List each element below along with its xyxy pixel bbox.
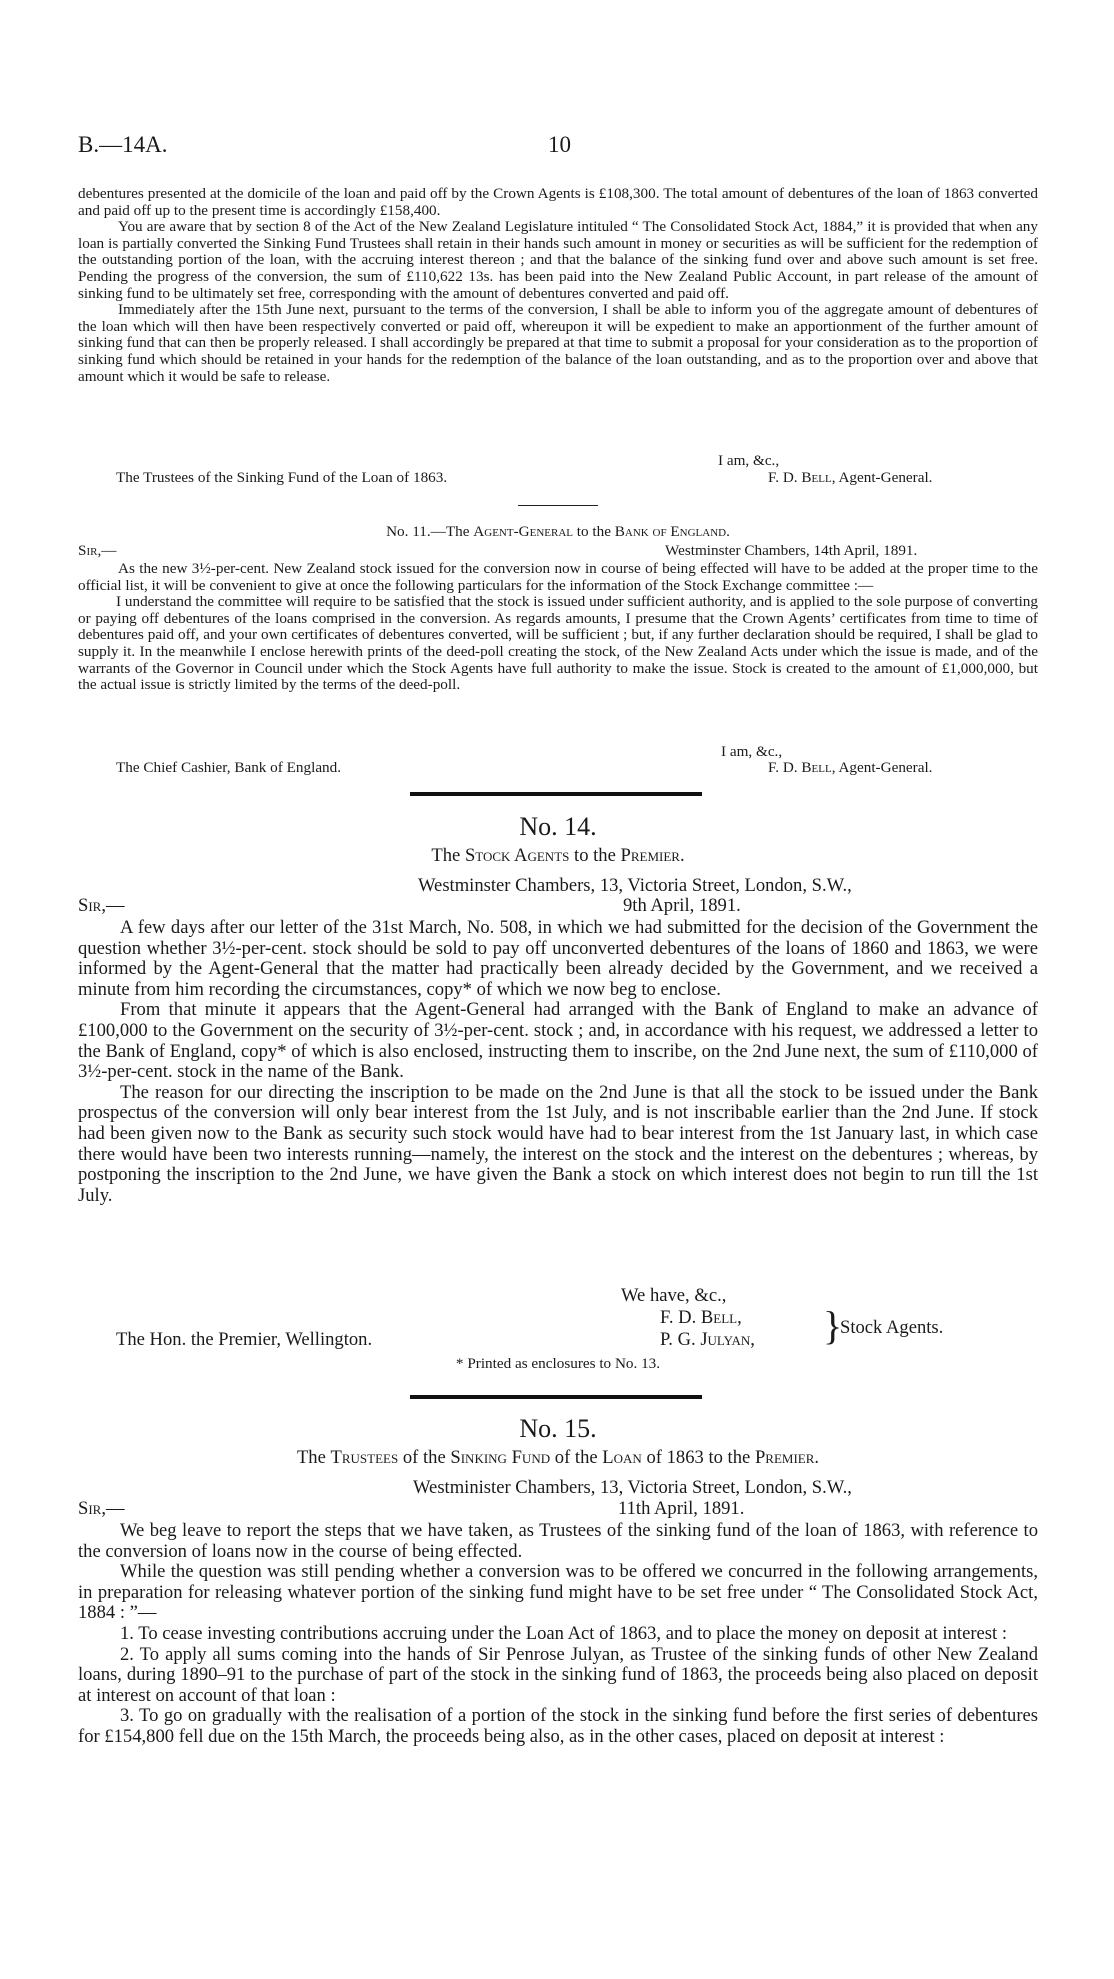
letter-address: Westminster Chambers, 13, Victoria Street, London, S.W., <box>418 875 852 896</box>
document-code: B.—14A. <box>78 132 168 157</box>
brace: } <box>823 1303 843 1348</box>
addressee: The Hon. the Premier, Wellington. <box>116 1329 373 1350</box>
section-subtitle: The Stock Agents to the Premier. <box>431 845 685 866</box>
letter-address: Westminister Chambers, 13, Victoria Street, London, S.W., <box>413 1477 852 1498</box>
letter-title: No. 11.—The Agent-General to the Bank of England. <box>386 523 730 540</box>
paragraph: 3. To go on gradually with the realisation of a portion of the stock in the sinking fund before the first series of debentures for £154,800 fell due on the 15th March, the proceeds being also, as in the other cases, placed on deposit at interest : <box>78 1705 1038 1747</box>
paragraph: The reason for our directing the inscription to be made on the 2nd June is that all the stock to be issued under the Bank prospectus of the conversion will only bear interest from the 1st July, and is not inscribable earlier than the 2nd June. If stock had been given now to the Bank as security such stock would have had to bear interest from the 1st January last, in which case there would have been two interests running—namely, the interest on the stock and the interest on the debentures ; whereas, by postponing the inscription to the 2nd June, we have given the Bank a stock on which interest does not begin to run till the 1st July. <box>78 1081 1038 1206</box>
letter-body <box>78 1521 1038 1748</box>
letter-body <box>78 918 1038 1206</box>
signature-name: Bell <box>801 759 832 776</box>
paragraph: While the question was still pending whether a conversion was to be offered we concurred in the following arrangements, in preparation for releasing whatever portion of the sinking fund might have to be set free under “ The Consolidated Stock Act, 1884 : ”— <box>78 1561 1038 1624</box>
letter-address: Westminster Chambers, 14th April, 1891. <box>665 542 918 559</box>
section-subtitle: The Trustees of the Sinking Fund of the Loan of 1863 to the Premier. <box>296 1447 820 1468</box>
paragraph: A few days after our letter of the 31st March, No. 508, in which we had submitted for the decision of the Government the question whether 3½-per-cent. stock should be sold to pay off unconverted debentures of the loans of 1860 and 1863, we were informed by the Agent-General that the matter had practically been already decided by the Government, and we received a minute from him recording the circumstances, copy* of which we now beg to enclose. <box>78 917 1038 1000</box>
paragraph: 1. To cease investing contributions accruing under the Loan Act of 1863, and to place the money on deposit at interest : <box>120 1622 1008 1644</box>
section-number: No. 14. <box>519 812 597 841</box>
closing: I am, &c., <box>718 452 780 469</box>
addressee: The Chief Cashier, Bank of England. <box>116 759 342 776</box>
page-header <box>78 132 1038 162</box>
closing: We have, &c., <box>621 1285 727 1306</box>
paragraph: debentures presented at the domicile of the loan and paid off by the Crown Agents is £108,300. The total amount of debentures of the loan of 1863 converted and paid off up to the present time is accordingly £158,400. <box>78 185 1038 219</box>
signature-group: Stock Agents. <box>840 1317 944 1338</box>
paragraph: You are aware that by section 8 of the Act of the New Zealand Legislature intituled “ The Consolidated Stock Act, 1884,” it is provided that when any loan is partially converted the Sinking Fund Trustees shall retain in their hands such amount in money or securities as will be sufficient for the redemption of the outstanding portion of the loan, with the accruing interest thereon ; and that the balance of the sinking fund over and above such amount is set free. Pending the progress of the conversion, the sum of £110,622 13s. has been paid into the New Zealand Public Account, in part release of the amount of sinking fund to be ultimately set free, corresponding with the amount of debentures converted and paid off. <box>78 218 1038 302</box>
section-number: No. 15. <box>519 1414 597 1443</box>
addressee: The Trustees of the Sinking Fund of the Loan of 1863. <box>116 469 448 486</box>
salutation: Sir,— <box>78 542 117 559</box>
letter-date: 9th April, 1891. <box>623 895 741 916</box>
letter-date: 11th April, 1891. <box>618 1498 745 1519</box>
signature-name: Bell <box>801 469 832 486</box>
paragraph: 2. To apply all sums coming into the hands of Sir Penrose Julyan, as Trustee of the sinking funds of other New Zealand loans, during 1890–91 to the purchase of part of the stock in the sinking fund of 1863, the proceeds being also placed on deposit at interest on account of that loan : <box>78 1643 1038 1706</box>
paragraph: From that minute it appears that the Agent-General had arranged with the Bank of England to make an advance of £100,000 to the Government on the security of 3½-per-cent. stock ; and, in accordance with his request, we addressed a letter to the Bank of England, copy* of which is also enclosed, instructing them to inscribe, on the 2nd June next, the sum of £110,000 of 3½-per-cent. stock in the name of the Bank. <box>78 999 1038 1083</box>
page-number: 10 <box>548 132 571 157</box>
section-divider <box>410 792 702 796</box>
salutation: Sir,— <box>78 1498 125 1519</box>
signature-2: P. G. Julyan, <box>660 1329 755 1350</box>
paragraph: I understand the committee will require to be satisfied that the stock is issued under sufficient authority, and is applied to the sole purpose of converting or paying off debentures of the loans comprised in the conversion. As regards amounts, I presume that the Crown Agents’ certificates from time to time of debentures paid off, and your own certificates of debentures converted, will be sufficient ; but, if any further declaration should be required, I shall be glad to supply it. In the meanwhile I enclose herewith prints of the deed-poll creating the stock, of the New Zealand Acts under which the issue is made, and of the warrants of the Governor in Council under which the Stock Agents have full authority to make the issue. Stock is created to the amount of £1,000,000, but the actual issue is strictly limited by the terms of the deed-poll. <box>78 593 1038 694</box>
salutation: Sir,— <box>78 895 125 916</box>
divider <box>518 505 598 506</box>
paragraph: As the new 3½-per-cent. New Zealand stock issued for the conversion now in course of being effected will have to be added at the proper time to the official list, it will be convenient to give at once the following particulars for the information of the Stock Exchange committee :— <box>78 560 1038 594</box>
paragraph: Immediately after the 15th June next, pursuant to the terms of the conversion, I shall be able to inform you of the aggregate amount of debentures of the loan which will then have been respectively converted or paid off, whereupon it will be expedient to make an apportionment of the further amount of sinking fund that can then be properly released. I shall accordingly be prepared at that time to submit a proposal for your consideration as to the proportion of sinking fund which should be retained in your hands for the redemption of the balance of the loan outstanding, and as to the proportion over and above that amount which it would be safe to release. <box>78 301 1038 385</box>
letter-body <box>78 561 1038 694</box>
closing: I am, &c., <box>721 743 783 760</box>
signature-1: F. D. Bell, <box>660 1307 742 1328</box>
footnote: * Printed as enclosures to No. 13. <box>455 1355 661 1372</box>
signature: F. D. Bell, Agent-General. <box>768 759 933 776</box>
letter-continuation <box>78 186 1038 385</box>
signature: F. D. Bell, Agent-General. <box>768 469 933 486</box>
paragraph: We beg leave to report the steps that we have taken, as Trustees of the sinking fund of the loan of 1863, with reference to the conversion of loans now in the course of being effected. <box>78 1520 1038 1562</box>
section-divider <box>410 1395 702 1399</box>
